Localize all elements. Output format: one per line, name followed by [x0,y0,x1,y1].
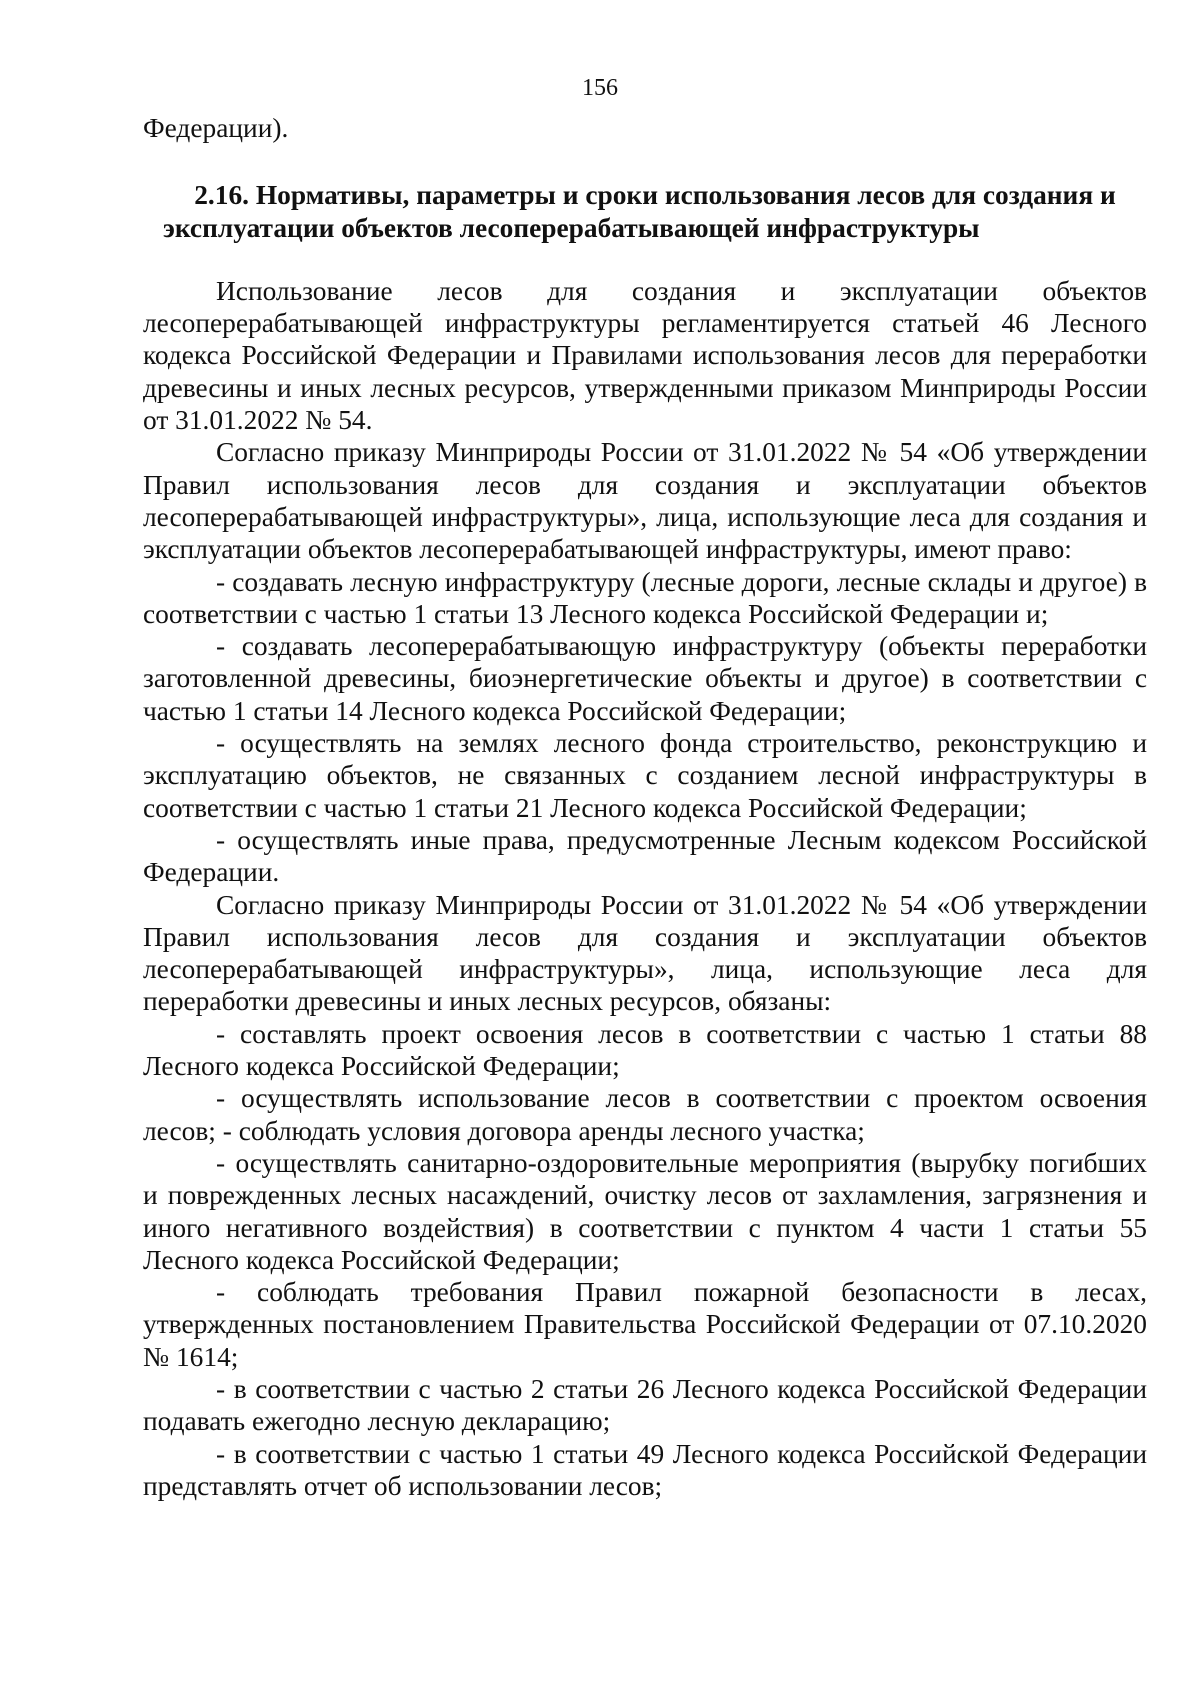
list-item-duty-5: - в соответствии с частью 2 статьи 26 Лесного кодекса Российской Федерации подавать ежегодно лесную декларацию; [143,1373,1147,1437]
list-item-duty-3: - осуществлять санитарно-оздоровительные мероприятия (вырубку погибших и поврежденных лесных насаждений, очистку лесов от захламления, загрязнения и иного негативного воздействия) в соответствии с пунктом 4 части 1 статьи 55 Лесного кодекса Российской Федерации; [143,1147,1147,1275]
list-item-right-4: - осуществлять иные права, предусмотренные Лесным кодексом Российской Федерации. [143,824,1147,888]
list-item-duty-6: - в соответствии с частью 1 статьи 49 Лесного кодекса Российской Федерации представлять отчет об использовании лесов; [143,1438,1147,1501]
paragraph-rights-intro: Согласно приказу Минприроды России от 31.01.2022 № 54 «Об утверждении Правил использования лесов для создания и эксплуатации объектов лесоперерабатывающей инфраструктуры», лица, использующие леса для создания и эксплуатации объектов лесоперерабатывающей инфраструктуры, имеют право: [143,437,1147,565]
continuation-text: Федерации). [143,113,289,143]
list-item-right-1: - создавать лесную инфраструктуру (лесные дороги, лесные склады и другое) в соответствии с частью 1 статьи 13 Лесного кодекса Российской Федерации и; [143,566,1147,629]
list-item-duty-2: - осуществлять использование лесов в соответствии с проектом освоения лесов; - соблюдать условия договора аренды лесного участка; [143,1083,1147,1146]
list-item-right-3: - осуществлять на землях лесного фонда строительство, реконструкцию и эксплуатацию объектов, не связанных с созданием лесной инфраструктуры в соответствии с частью 1 статьи 21 Лесного кодекса Российской Федерации; [143,728,1147,823]
paragraph-duties-intro: Согласно приказу Минприроды России от 31.01.2022 № 54 «Об утверждении Правил использования лесов для создания и эксплуатации объектов лесоперерабатывающей инфраструктуры», лица, использующие леса для переработки древесины и иных лесных ресурсов, обязаны: [143,889,1147,1017]
section-heading: 2.16. Нормативы, параметры и сроки использования лесов для создания и эксплуатации объектов лесоперерабатывающей инфраструктуры [163,180,1116,243]
page-number: 156 [582,75,618,101]
list-item-right-2: - создавать лесоперерабатывающую инфраструктуру (объекты переработки заготовленной древесины, биоэнергетические объекты и другое) в соответствии с частью 1 статьи 14 Лесного кодекса Российской Федерации; [143,631,1147,726]
paragraph-usage: Использование лесов для создания и эксплуатации объектов лесоперерабатывающей инфраструктуры регламентируется статьей 46 Лесного кодекса Российской Федерации и Правилами использования лесов для переработки древесины и иных лесных ресурсов, утвержденными приказом Минприроды России от 31.01.2022 № 54. [143,275,1147,436]
list-item-duty-4: - соблюдать требования Правил пожарной безопасности в лесах, утвержденных постановлением Правительства Российской Федерации от 07.10.2020 № 1614; [143,1277,1147,1372]
list-item-duty-1: - составлять проект освоения лесов в соответствии с частью 1 статьи 88 Лесного кодекса Российской Федерации; [143,1018,1147,1082]
document-body [143,112,1147,1502]
